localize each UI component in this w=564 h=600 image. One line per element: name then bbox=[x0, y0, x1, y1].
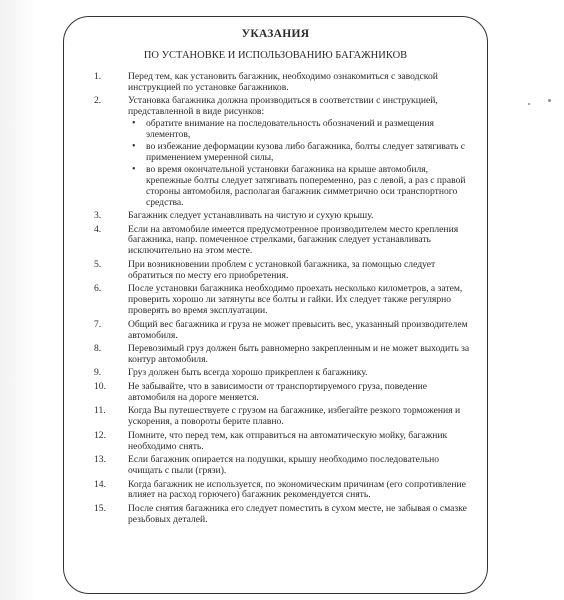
item-number: 14. bbox=[94, 478, 106, 490]
list-item bbox=[94, 320, 474, 342]
list-item bbox=[94, 344, 474, 366]
scan-edge bbox=[0, 0, 36, 600]
list-item bbox=[94, 382, 474, 404]
list-item bbox=[94, 431, 474, 453]
item-text: Помните, что перед тем, как отправиться на автоматическую мойку, багажник необходимо снять. bbox=[128, 429, 448, 452]
bullet-icon: • bbox=[132, 163, 136, 175]
item-number: 7. bbox=[94, 318, 102, 330]
item-number: 5. bbox=[94, 258, 102, 270]
list-item bbox=[94, 480, 474, 502]
list-item bbox=[94, 225, 474, 258]
item-text: Установка багажника должна производиться в соответствии с инструкцией, представленной в виде рисунков: bbox=[128, 95, 438, 118]
list-item bbox=[94, 406, 474, 428]
item-text: Если багажник опирается на подушки, крышу необходимо последовательно очищать с пыли (грязи). bbox=[128, 454, 439, 477]
item-number: 9. bbox=[94, 367, 102, 379]
sub-list-item bbox=[132, 142, 474, 164]
scan-speck bbox=[528, 103, 530, 105]
bullet-icon: • bbox=[132, 141, 136, 153]
item-number: 4. bbox=[94, 223, 102, 235]
list-item bbox=[94, 260, 474, 282]
item-number: 11. bbox=[94, 405, 106, 417]
item-text: Багажник следует устанавливать на чистую и сухую крышу. bbox=[128, 210, 374, 222]
scan-speck bbox=[548, 99, 551, 102]
item-text: Общий вес багажника и груза не может превысить вес, указанный производителем автомобиля. bbox=[128, 318, 468, 341]
list-item bbox=[94, 455, 474, 477]
item-number: 6. bbox=[94, 283, 102, 295]
item-number: 2. bbox=[94, 95, 102, 107]
item-text: Груз должен быть всегда хорошо прикреплен к багажнику. bbox=[128, 367, 368, 379]
list-item bbox=[94, 504, 474, 526]
list-item bbox=[94, 211, 474, 222]
page-title: УКАЗАНИЯ bbox=[241, 28, 310, 40]
item-number: 12. bbox=[94, 429, 106, 441]
item-text: При возникновении проблем с установкой багажника, за помощью следует обратиться по месту его приобретения. bbox=[128, 258, 436, 281]
list-item bbox=[94, 96, 474, 208]
item-text: Не забывайте, что в зависимости от транспортируемого груза, поведение автомобиля на дороге меняется. bbox=[128, 380, 427, 403]
item-number: 13. bbox=[94, 454, 106, 466]
sub-list-item bbox=[132, 165, 474, 209]
sub-item-text: обратите внимание на последовательность обозначений и размещения элементов, bbox=[146, 118, 434, 141]
bullet-icon: • bbox=[132, 118, 136, 130]
item-text: Когда Вы путешествуете с грузом на багажнике, избегайте резкого торможения и ускорения, а повороты берите плавно. bbox=[128, 405, 461, 428]
page-subtitle: ПО УСТАНОВКЕ И ИСПОЛЬЗОВАНИЮ БАГАЖНИКОВ bbox=[143, 50, 408, 61]
list-item bbox=[94, 284, 474, 317]
item-text: После снятия багажника его следует поместить в сухом месте, не забывая о смазке резьбовых деталей. bbox=[128, 502, 467, 525]
item-number: 10. bbox=[94, 380, 106, 392]
item-text: Если на автомобиле имеется предусмотренное производителем место крепления багажника, напр. помеченное стрелками, багажник следует устанавливать исключительно на этом месте. bbox=[128, 223, 459, 257]
item-text: После установки багажника необходимо проехать несколько километров, а затем, проверить хорошо ли затянуты все болты и гайки. Их следует также регулярно проверять во время эксплуатации. bbox=[128, 283, 463, 317]
item-text: Перевозимый груз должен быть равномерно закрепленным и не может выходить за контур автомобиля. bbox=[128, 343, 470, 365]
item-number: 1. bbox=[94, 71, 102, 82]
sub-list-item bbox=[132, 119, 474, 141]
item-number: 15. bbox=[94, 502, 106, 514]
item-text: Когда багажник не используется, по экономическим причинам (его сопротивление влияет на расход горючего) багажник рекомендуется снять. bbox=[128, 478, 466, 501]
item-number: 3. bbox=[94, 210, 102, 222]
list-item bbox=[94, 368, 474, 379]
sub-item-text: во время окончательной установки багажника на крыше автомобиля, крепежные болты следует затягивать попеременно, раз с левой, а раз с правой стороны автомобиля, располагая багажник симметрично оси транспортного средства. bbox=[146, 163, 466, 208]
item-number: 8. bbox=[94, 343, 102, 354]
list-item bbox=[94, 72, 474, 94]
item-text: Перед тем, как установить багажник, необходимо ознакомиться с заводской инструкцией по установке багажников. bbox=[128, 71, 438, 93]
instruction-list bbox=[94, 72, 474, 528]
sub-item-text: во избежание деформации кузова либо багажника, болты следует затягивать с применением умеренной силы, bbox=[146, 141, 466, 163]
